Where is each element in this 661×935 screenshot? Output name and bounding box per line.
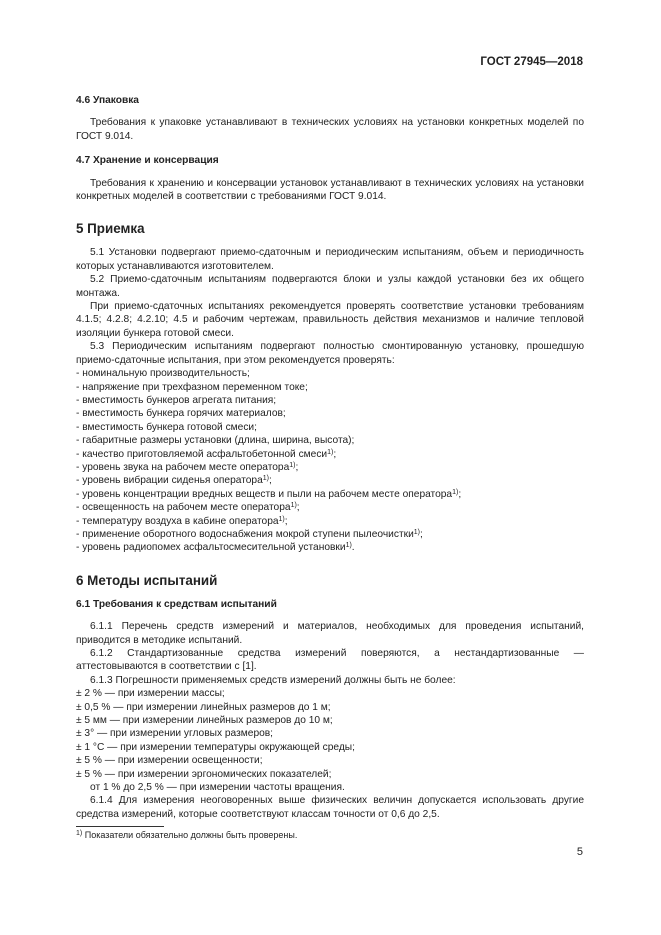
paragraph-5-3: 5.3 Периодическим испытаниям подвергают полностью смонтированную установку, прошедшую приемо-сдаточные испытания, при этом рекомендуется проверять: bbox=[76, 341, 584, 366]
footnote-ref: 1) bbox=[289, 461, 296, 469]
section-6-title: 6 Методы испытаний bbox=[76, 572, 218, 588]
list-item: - номинальную производительность; bbox=[76, 368, 250, 380]
list-item: - уровень звука на рабочем месте оператора$^{1)}$; bbox=[76, 461, 299, 473]
footnote-ref: 1) bbox=[262, 475, 269, 483]
list-item: ± 0,5 % — при измерении линейных размеров до 1 м; bbox=[76, 701, 331, 713]
paragraph-5-2-cont: При приемо-сдаточных испытаниях рекомендуется проверять соответствие установки требованиям 4.1.5; 4.2.8; 4.2.10; 4.5 и рабочим чертежам, правильность действия механизмов и наличие тепловой изоляции бункера готовой смеси. bbox=[76, 301, 584, 339]
list-item: - габаритные размеры установки (длина, ширина, высота); bbox=[76, 435, 355, 447]
list-item: ± 1 °С — при измерении температуры окружающей среды; bbox=[76, 741, 355, 753]
paragraph-5-1: 5.1 Установки подвергают приемо-сдаточным и периодическим испытаниям, объем и периодичность которых устанавливаются изготовителем. bbox=[76, 247, 584, 272]
footnote-text: Показатели обязательно должны быть проверены. bbox=[82, 830, 298, 840]
list-item: - вместимость бункера готовой смеси; bbox=[76, 421, 257, 433]
check-list bbox=[76, 367, 584, 555]
section-4-7-text: Требования к хранению и консервации установок устанавливают в технических условиях на установки конкретных моделей в соответствии с требованиями ГОСТ 9.014. bbox=[76, 177, 584, 203]
section-6-1-title: 6.1 Требования к средствам испытаний bbox=[76, 598, 277, 610]
list-item: - освещенность на рабочем месте оператора$^{1)}$; bbox=[76, 502, 300, 514]
standard-header: ГОСТ 27945—2018 bbox=[480, 56, 583, 68]
footnote-ref: 1) bbox=[452, 488, 459, 496]
footnote-ref: 1) bbox=[327, 448, 334, 456]
footnote bbox=[76, 829, 297, 841]
list-item: - уровень радиопомех асфальтосмесительной установки$^{1)}$. bbox=[76, 542, 355, 554]
footnote-ref: 1) bbox=[290, 502, 297, 510]
page-number: 5 bbox=[576, 846, 583, 858]
paragraph-6-1-1: 6.1.1 Перечень средств измерений и материалов, необходимых для проведения испытаний, приводится в методике испытаний. bbox=[76, 621, 584, 646]
list-item: - вместимость бункеров агрегата питания; bbox=[76, 394, 277, 406]
section-5-title: 5 Приемка bbox=[76, 221, 145, 237]
paragraph-6-1-3: 6.1.3 Погрешности применяемых средств измерений должны быть не более: bbox=[90, 674, 456, 686]
footnote-mark: 1) bbox=[76, 830, 83, 837]
section-4-6-text: Требования к упаковке устанавливают в технических условиях на установки конкретных моделей по ГОСТ 9.014. bbox=[76, 117, 584, 142]
paragraph-6-1-4: 6.1.4 Для измерения неоговоренных выше физических величин допускается использовать другие средства измерений, которые соответствуют классам точности от 0,6 до 2,5. bbox=[76, 795, 584, 820]
section-4-7-title: 4.7 Хранение и консервация bbox=[76, 155, 219, 167]
list-item: - применение оборотного водоснабжения мокрой ступени пылеочистки$^{1)}$; bbox=[76, 528, 423, 540]
footnote-ref: 1) bbox=[413, 528, 420, 536]
tolerance-list bbox=[76, 687, 584, 794]
list-item: - вместимость бункера горячих материалов; bbox=[76, 408, 286, 420]
list-item: ± 3° — при измерении угловых размеров; bbox=[76, 728, 274, 740]
list-item: - качество приготовляемой асфальтобетонной смеси$^{1)}$; bbox=[76, 448, 337, 460]
page-content bbox=[76, 88, 584, 821]
list-item: ± 2 % — при измерении массы; bbox=[76, 688, 225, 700]
list-item: ± 5 мм — при измерении линейных размеров до 10 м; bbox=[76, 715, 333, 727]
list-item: - уровень вибрации сиденья оператора$^{1)}$; bbox=[76, 475, 272, 487]
list-item: ± 5 % — при измерении эргономических показателей; bbox=[76, 768, 332, 780]
section-4-6-title: 4.6 Упаковка bbox=[76, 95, 139, 106]
list-item: - уровень концентрации вредных веществ и пыли на рабочем месте оператора$^{1)}$; bbox=[76, 488, 462, 500]
list-item: - температуру воздуха в кабине оператора$^{1)}$; bbox=[76, 515, 288, 527]
footnote-ref: 1) bbox=[345, 542, 352, 550]
paragraph-6-1-2: 6.1.2 Стандартизованные средства измерений поверяются, а нестандартизованные — аттестовываются в соответствии с [1]. bbox=[76, 648, 584, 673]
footnote-divider bbox=[76, 826, 164, 827]
footnote-ref: 1) bbox=[278, 515, 285, 523]
list-item: ± 5 % — при измерении освещенности; bbox=[76, 755, 263, 767]
list-item: - напряжение при трехфазном переменном токе; bbox=[76, 381, 308, 393]
paragraph-5-2: 5.2 Приемо-сдаточным испытаниям подвергаются блоки и узлы каждой установки без их общего монтажа. bbox=[76, 274, 584, 299]
list-item: от 1 % до 2,5 % — при измерении частоты вращения. bbox=[90, 782, 345, 794]
